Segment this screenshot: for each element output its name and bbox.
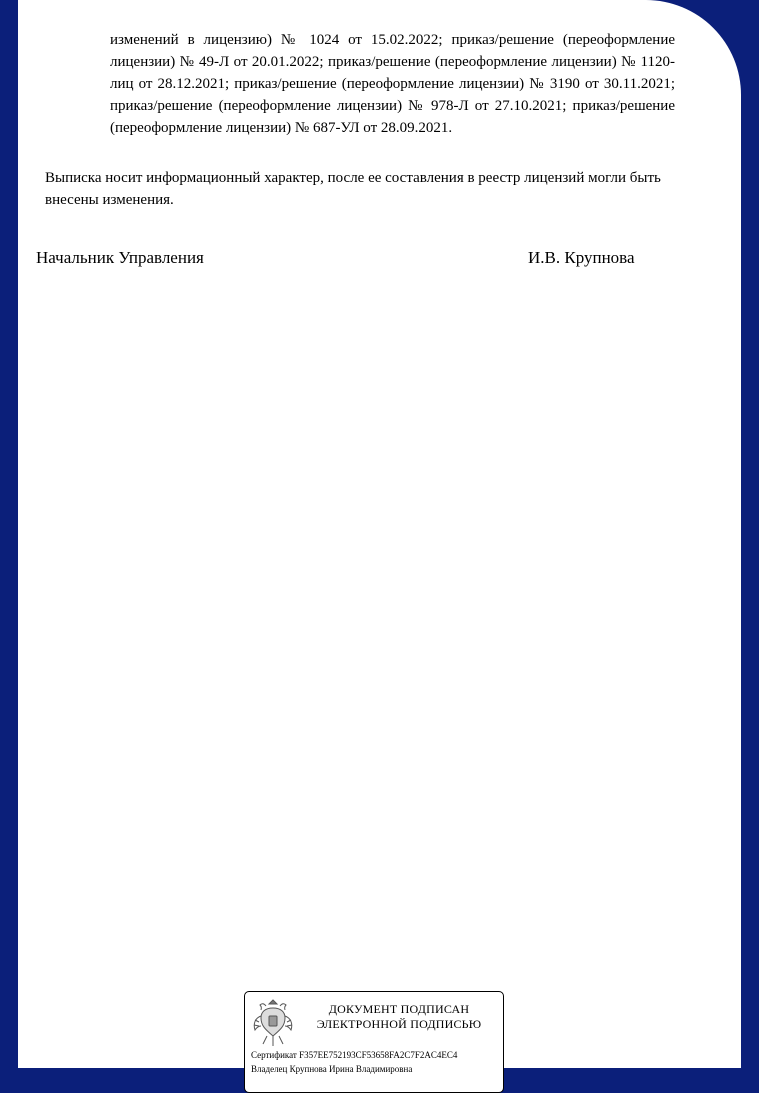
- license-history-text: изменений в лицензию) № 1024 от 15.02.2022; приказ/решение (переоформление лицензии) № 49-Л от 20.01.2022; приказ/решение (переоформление лицензии) № 1120-лиц от 28.12.2021; приказ/решение (переоформление лицензии) № 3190 от 30.11.2021; приказ/решение (переоформление лицензии) № 978-Л от 27.10.2021; приказ/решение (переоформление лицензии) № 687-УЛ от 28.09.2021.: [110, 32, 675, 136]
- coat-of-arms-icon: [251, 996, 295, 1050]
- document-page: [18, 0, 741, 1074]
- signatory-title: Начальник Управления: [36, 248, 204, 267]
- information-notice: Выписка носит информационный характер, после ее составления в реестр лицензий могли быть внесены изменения.: [45, 170, 661, 208]
- stamp-heading: [301, 1002, 497, 1032]
- certificate-number: Сертификат F357EE752193CF53658FA2C7F2AC4EC4: [251, 1050, 458, 1060]
- stamp-heading-line2: ЭЛЕКТРОННОЙ ПОДПИСЬЮ: [316, 1017, 482, 1031]
- signatory-name: И.В. Крупнова: [528, 248, 635, 267]
- electronic-signature-stamp: [244, 991, 504, 1093]
- stamp-heading-line1: ДОКУМЕНТ ПОДПИСАН: [328, 1002, 470, 1016]
- certificate-owner: Владелец Крупнова Ирина Владимировна: [251, 1064, 413, 1074]
